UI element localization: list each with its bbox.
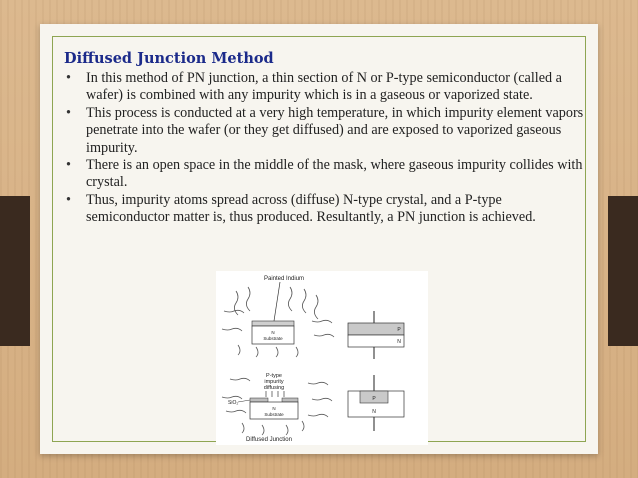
slide — [40, 24, 598, 454]
impurity-label: impurity — [264, 379, 284, 385]
bullet-item: • There is an open space in the middle of the mask, where gaseous impurity collides with crystal. — [64, 157, 584, 192]
n-layer-top — [348, 335, 404, 347]
ptype-label: P-type — [266, 373, 282, 379]
n-label-top-right: N — [397, 339, 401, 345]
sio2-leader-line — [238, 400, 250, 402]
n-label-top: N — [271, 330, 275, 335]
substrate-label-top: Substrate — [263, 336, 283, 341]
substrate-label-bottom: Substrate — [264, 412, 284, 417]
bullet-item: • This process is conducted at a very high temperature, in which impurity element vapors penetrate into the wafer (or they get diffused) and are exposed to vaporized gaseous impurity. — [64, 105, 584, 157]
indium-leader-line — [274, 282, 280, 321]
right-edge-tab — [608, 196, 638, 346]
p-layer-top — [348, 323, 404, 335]
bullet-list — [64, 70, 584, 227]
bullet-item: • Thus, impurity atoms spread across (diffuse) N-type crystal, and a P-type semiconductor matter is, thus produced. Resultantly, a PN junction is achieved. — [64, 192, 584, 227]
n-substrate-top-box — [252, 326, 294, 344]
diagram-svg — [216, 271, 428, 445]
bullet-item: • In this method of PN junction, a thin section of N or P-type semiconductor (called a wafer) is combined with any impurity which is in a gaseous or vaporized state. — [64, 70, 584, 105]
diffused-junction-diagram — [216, 271, 428, 445]
sio2-mask-left — [250, 398, 268, 402]
diagram-caption: Diffused Junction — [246, 437, 292, 443]
n-label-bottom-right: N — [372, 409, 376, 415]
left-edge-tab — [0, 196, 30, 346]
indium-layer — [252, 321, 294, 326]
p-label-bottom: P — [372, 396, 376, 402]
p-label-top: P — [397, 327, 401, 333]
sio2-label: SiO₂ — [228, 400, 239, 406]
sio2-mask-right — [282, 398, 298, 402]
n-label-bottom: N — [272, 406, 276, 411]
slide-title: Diffused Junction Method — [64, 50, 274, 67]
diffusing-label: diffusing — [263, 385, 285, 391]
painted-indium-label: Painted Indium — [264, 276, 305, 282]
